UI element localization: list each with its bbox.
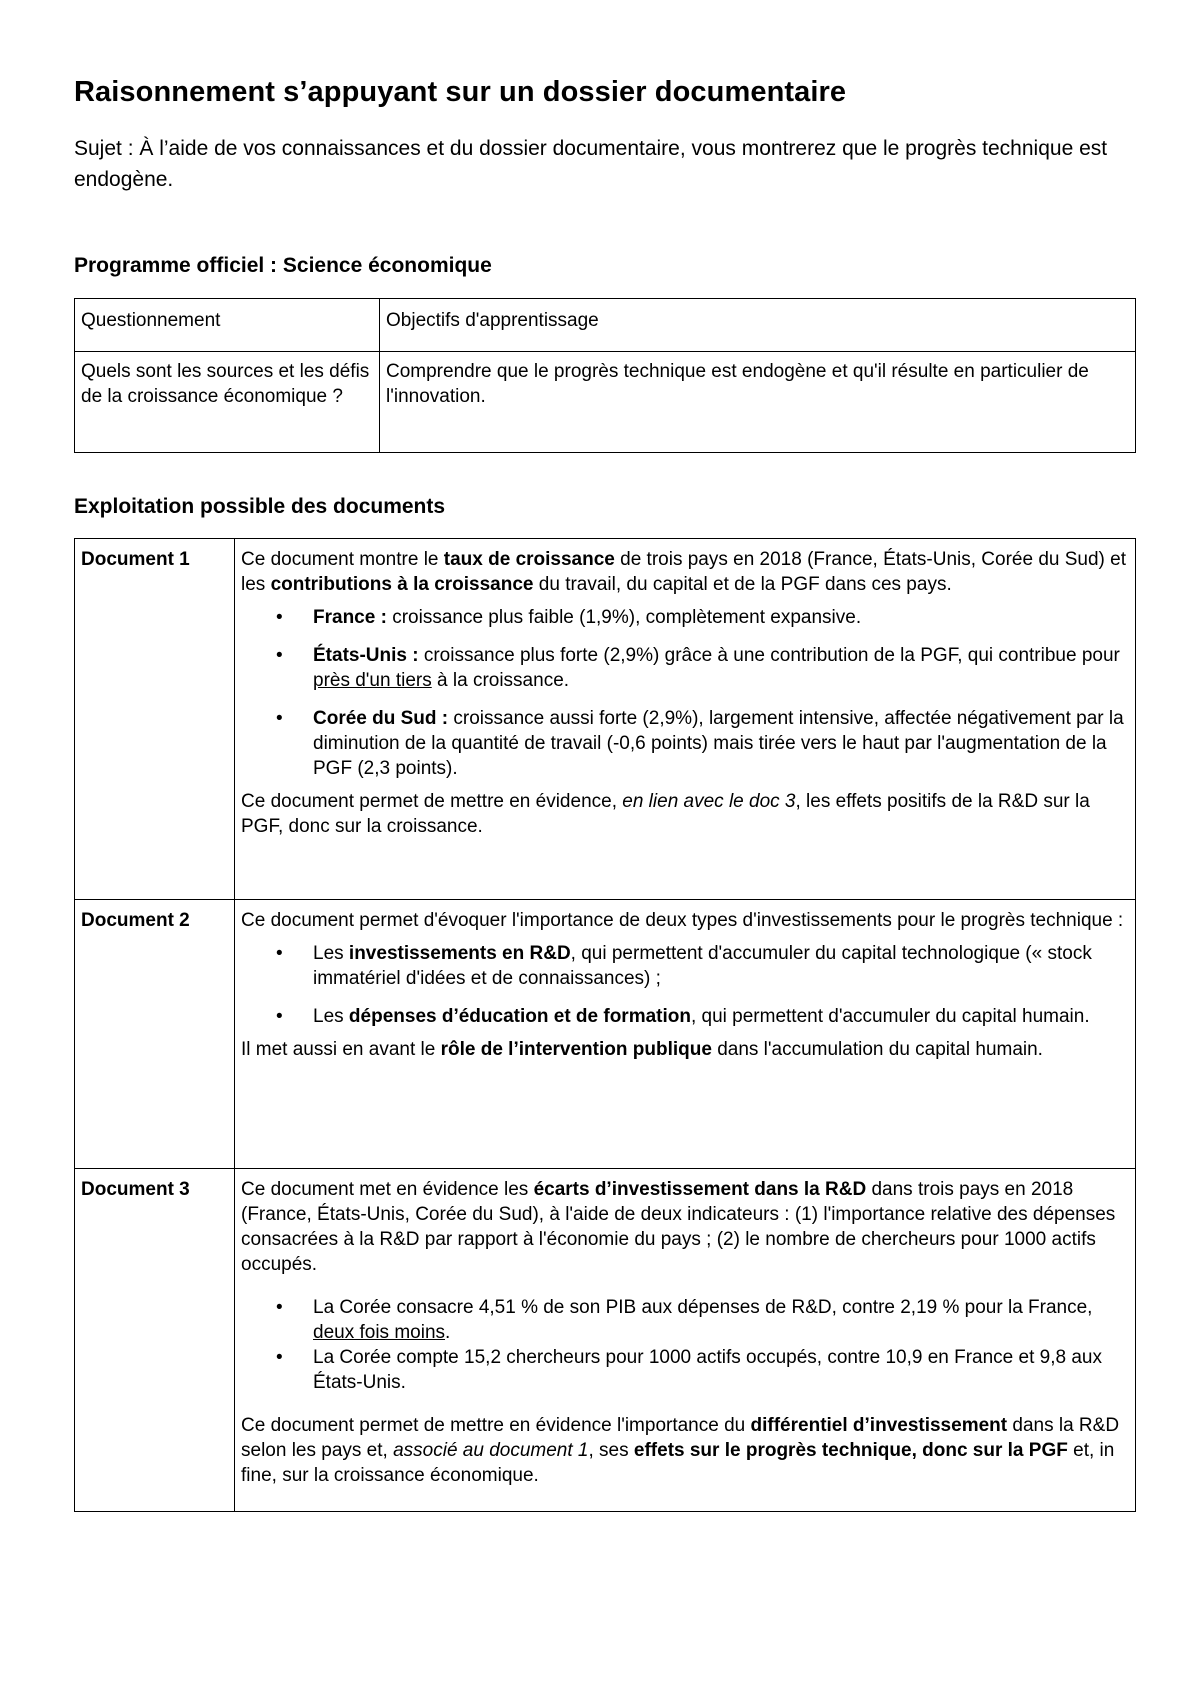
header-cell-questionnement: Questionnement: [75, 299, 380, 352]
list-item: • France : croissance plus faible (1,9%), complètement expansive.: [313, 605, 1129, 630]
list-item: • La Corée compte 15,2 chercheurs pour 1000 actifs occupés, contre 10,9 en France et 9,8 aux États-Unis.: [313, 1345, 1129, 1395]
header-cell-objectifs: Objectifs d'apprentissage: [380, 299, 1136, 352]
cell-objective: Comprendre que le progrès technique est endogène et qu'il résulte en particulier de l'innovation.: [380, 352, 1136, 453]
table-row-document-3: [75, 1169, 1136, 1512]
list-item: • La Corée consacre 4,51 % de son PIB aux dépenses de R&D, contre 2,19 % pour la France, deux fois moins.: [313, 1295, 1129, 1345]
exploitation-table: [74, 538, 1136, 1512]
subject-text: Sujet : À l’aide de vos connaissances et du dossier documentaire, vous montrerez que le progrès technique est endogène.: [74, 137, 1108, 191]
table-header-row: [75, 299, 1136, 352]
table-row-document-2: [75, 900, 1136, 1169]
doc-label: Document 3: [75, 1169, 235, 1512]
doc3-conclusion: Ce document permet de mettre en évidence l'importance du différentiel d’investissement dans la R&D selon les pays et, associé au document 1, ses effets sur le progrès technique, donc sur la PGF et, in fine, sur la croissance économique.: [241, 1415, 1120, 1486]
doc3-intro: Ce document met en évidence les écarts d’investissement dans la R&D dans trois pays en 2018 (France, États-Unis, Corée du Sud), à l'aide de deux indicateurs : (1) l'importance relative des dépenses consacrées à la R&D par rapport à l'économie du pays ; (2) le nombre de chercheurs pour 1000 actifs occupés.: [241, 1179, 1116, 1275]
doc2-bullet-list: [241, 941, 1129, 1029]
cell-question: Quels sont les sources et les défis de la croissance économique ?: [75, 352, 380, 453]
list-item: • Les dépenses d’éducation et de formation, qui permettent d'accumuler du capital humain.: [313, 1004, 1129, 1029]
doc-description: [235, 900, 1136, 1169]
doc-description: [235, 1169, 1136, 1512]
doc-label: Document 2: [75, 900, 235, 1169]
table-row: [75, 352, 1136, 453]
doc-label: Document 1: [75, 539, 235, 900]
doc1-bullet-list: [241, 605, 1129, 781]
doc2-conclusion: Il met aussi en avant le rôle de l’intervention publique dans l'accumulation du capital humain.: [241, 1039, 1043, 1060]
doc1-intro: Ce document montre le taux de croissance de trois pays en 2018 (France, États-Unis, Corée du Sud) et les contributions à la croissance du travail, du capital et de la PGF dans ces pays.: [241, 549, 1127, 595]
doc-description: [235, 539, 1136, 900]
doc3-bullet-list: [241, 1295, 1129, 1395]
page-title: Raisonnement s’appuyant sur un dossier documentaire: [74, 76, 847, 108]
programme-table: [74, 298, 1136, 453]
doc2-intro: Ce document permet d'évoquer l'importance de deux types d'investissements pour le progrès technique :: [241, 910, 1124, 931]
list-item: • Corée du Sud : croissance aussi forte (2,9%), largement intensive, affectée négativement par la diminution de la quantité de travail (-0,6 points) mais tirée vers le haut par l'augmentation de la PGF (2,3 points).: [313, 706, 1129, 781]
doc1-conclusion: Ce document permet de mettre en évidence, en lien avec le doc 3, les effets positifs de la R&D sur la PGF, donc sur la croissance.: [241, 791, 1090, 837]
list-item: • Les investissements en R&D, qui permettent d'accumuler du capital technologique (« stock immatériel d'idées et de connaissances) ;: [313, 941, 1129, 991]
list-item: • États-Unis : croissance plus forte (2,9%) grâce à une contribution de la PGF, qui contribue pour près d'un tiers à la croissance.: [313, 643, 1129, 693]
programme-heading: Programme officiel : Science économique: [74, 254, 492, 277]
table-row-document-1: [75, 539, 1136, 900]
exploitation-heading: Exploitation possible des documents: [74, 495, 446, 518]
